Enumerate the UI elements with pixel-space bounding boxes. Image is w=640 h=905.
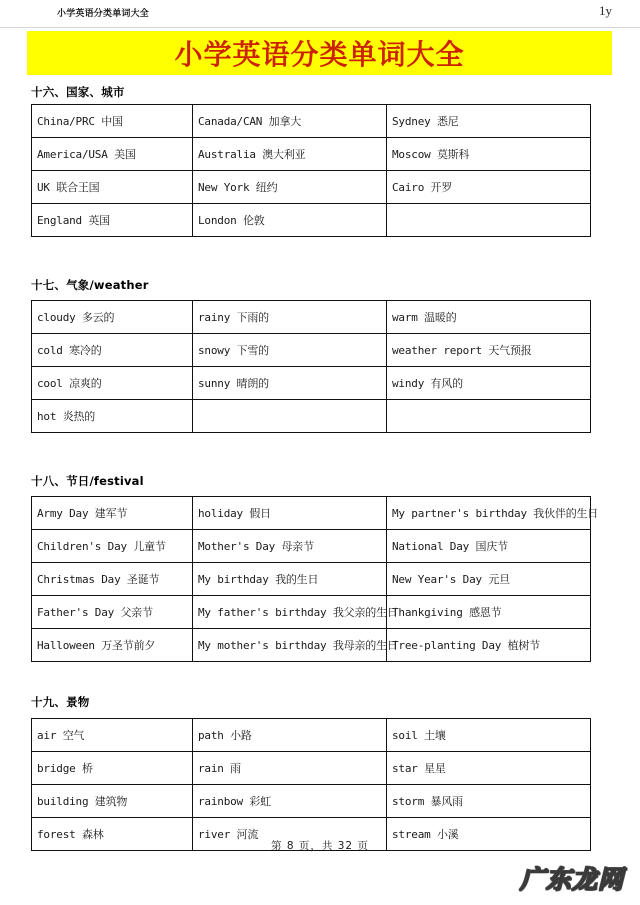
table-row: [32, 138, 591, 171]
cell-text: Halloween 万圣节前夕: [37, 639, 156, 652]
table-cell: [387, 785, 591, 818]
table-cell: [193, 563, 387, 596]
table-cell: [32, 301, 193, 334]
cell-text: snowy 下雪的: [198, 344, 269, 357]
document-title-banner: [27, 31, 612, 75]
cell-text: Canada/CAN 加拿大: [198, 115, 302, 128]
table-cell: [387, 596, 591, 629]
table-cell: [32, 629, 193, 662]
cell-text: soil 土壤: [392, 729, 446, 742]
cell-text: New Year's Day 元旦: [392, 573, 510, 586]
cell-text: Father's Day 父亲节: [37, 606, 153, 619]
table-cell: [32, 497, 193, 530]
cell-text: National Day 国庆节: [392, 540, 508, 553]
cell-text: America/USA 美国: [37, 148, 136, 161]
table-row: [32, 596, 591, 629]
table-cell: [32, 105, 193, 138]
table-row: [32, 563, 591, 596]
cell-text: London 伦敦: [198, 214, 265, 227]
table-cell: [32, 530, 193, 563]
table-cell: [32, 785, 193, 818]
table-row: [32, 105, 591, 138]
cell-text: warm 温暖的: [392, 311, 457, 324]
table-row: [32, 719, 591, 752]
section-heading-festival: 十八、节日/festival: [31, 474, 144, 488]
cell-text: hot 炎热的: [37, 410, 96, 423]
cell-text: England 英国: [37, 214, 110, 227]
table-cell: [193, 171, 387, 204]
table-cell: [193, 138, 387, 171]
table-cell: [32, 367, 193, 400]
table-cell: [193, 334, 387, 367]
cell-text: storm 暴风雨: [392, 795, 463, 808]
table-row: [32, 629, 591, 662]
table-cell: [387, 105, 591, 138]
cell-text: bridge 桥: [37, 762, 93, 775]
table-cell: [193, 204, 387, 237]
table-cell: [193, 752, 387, 785]
cell-text: forest 森林: [37, 828, 104, 841]
cell-text: Christmas Day 圣诞节: [37, 573, 160, 586]
table-cell: [193, 629, 398, 662]
cell-text: China/PRC 中国: [37, 115, 123, 128]
table-row: [32, 367, 591, 400]
cell-text: rain 雨: [198, 762, 241, 775]
cell-text: cloudy 多云的: [37, 311, 115, 324]
table-countries-cities: [31, 104, 591, 237]
cell-text: Army Day 建军节: [37, 507, 128, 520]
table-cell: [32, 752, 193, 785]
cell-text: My father's birthday 我父亲的生日: [198, 606, 398, 619]
section-heading-countries: 十六、国家、城市: [31, 85, 125, 99]
cell-text: My birthday 我的生日: [198, 573, 319, 586]
cell-text: Thankgiving 感恩节: [392, 606, 502, 619]
table-cell: [387, 563, 591, 596]
header-title-left: 小学英语分类单词大全: [57, 9, 150, 19]
cell-text: Moscow 莫斯科: [392, 148, 470, 161]
cell-text: cold 寒冷的: [37, 344, 102, 357]
table-row: [32, 400, 591, 433]
table-row: [32, 497, 591, 530]
table-cell: [387, 301, 591, 334]
table-row: [32, 752, 591, 785]
cell-text: New York 纽约: [198, 181, 278, 194]
cell-text: star 星星: [392, 762, 446, 775]
table-cell: [32, 563, 193, 596]
table-row: [32, 785, 591, 818]
cell-text: Children's Day 儿童节: [37, 540, 166, 553]
cell-text: Sydney 悉尼: [392, 115, 459, 128]
table-cell: [387, 138, 591, 171]
header-marker-right: 1y: [599, 3, 612, 18]
table-cell: [32, 171, 193, 204]
table-cell: [193, 105, 387, 138]
table-cell: [387, 400, 591, 433]
table-cell: [32, 400, 193, 433]
table-festival: [31, 496, 599, 662]
cell-text: Australia 澳大利亚: [198, 148, 306, 161]
table-cell: [387, 530, 591, 563]
cell-text: holiday 假日: [198, 507, 271, 520]
cell-text: sunny 晴朗的: [198, 377, 269, 390]
section-heading-weather: 十七、气象/weather: [31, 278, 149, 292]
table-cell: [193, 301, 387, 334]
table-row: [32, 204, 591, 237]
table-cell: [32, 204, 193, 237]
table-cell: [387, 497, 599, 530]
table-cell: [387, 752, 591, 785]
table-cell: [32, 596, 193, 629]
table-cell: [193, 367, 387, 400]
cell-text: My partner's birthday 我伙伴的生日: [392, 507, 599, 520]
cell-text: My mother's birthday 我母亲的生日: [198, 639, 398, 652]
table-cell: [193, 719, 387, 752]
table-row: [32, 301, 591, 334]
table-cell: [387, 204, 591, 237]
cell-text: rainy 下雨的: [198, 311, 269, 324]
page-number-footer: 第 8 页，共 32 页: [271, 840, 369, 852]
table-weather: [31, 300, 591, 433]
cell-text: Tree-planting Day 植树节: [392, 639, 541, 652]
cell-text: windy 有风的: [392, 377, 463, 390]
cell-text: stream 小溪: [392, 828, 459, 841]
cell-text: weather report 天气预报: [392, 344, 532, 357]
table-cell: [193, 785, 387, 818]
table-cell: [32, 138, 193, 171]
table-cell: [387, 719, 591, 752]
page-title: 小学英语分类单词大全: [174, 38, 465, 71]
cell-text: path 小路: [198, 729, 252, 742]
cell-text: river 河流: [198, 828, 259, 841]
cell-text: Cairo 开罗: [392, 181, 453, 194]
table-scenery: [31, 718, 591, 851]
table-cell: [387, 629, 591, 662]
cell-text: building 建筑物: [37, 795, 128, 808]
cell-text: rainbow 彩虹: [198, 795, 271, 808]
table-cell: [193, 497, 387, 530]
table-cell: [193, 400, 387, 433]
table-cell: [32, 719, 193, 752]
table-row: [32, 171, 591, 204]
section-heading-scenery: 十九、景物: [31, 695, 90, 709]
cell-text: Mother's Day 母亲节: [198, 540, 314, 553]
table-cell: [193, 596, 398, 629]
page-header: [0, 0, 640, 28]
table-cell: [387, 334, 591, 367]
table-row: [32, 530, 591, 563]
table-cell: [32, 334, 193, 367]
table-row: [32, 334, 591, 367]
cell-text: cool 凉爽的: [37, 377, 102, 390]
table-cell: [387, 171, 591, 204]
cell-text: UK 联合王国: [37, 181, 100, 194]
table-cell: [387, 367, 591, 400]
table-cell: [193, 530, 387, 563]
cell-text: air 空气: [37, 729, 85, 742]
site-watermark: 广东龙网: [519, 865, 624, 894]
